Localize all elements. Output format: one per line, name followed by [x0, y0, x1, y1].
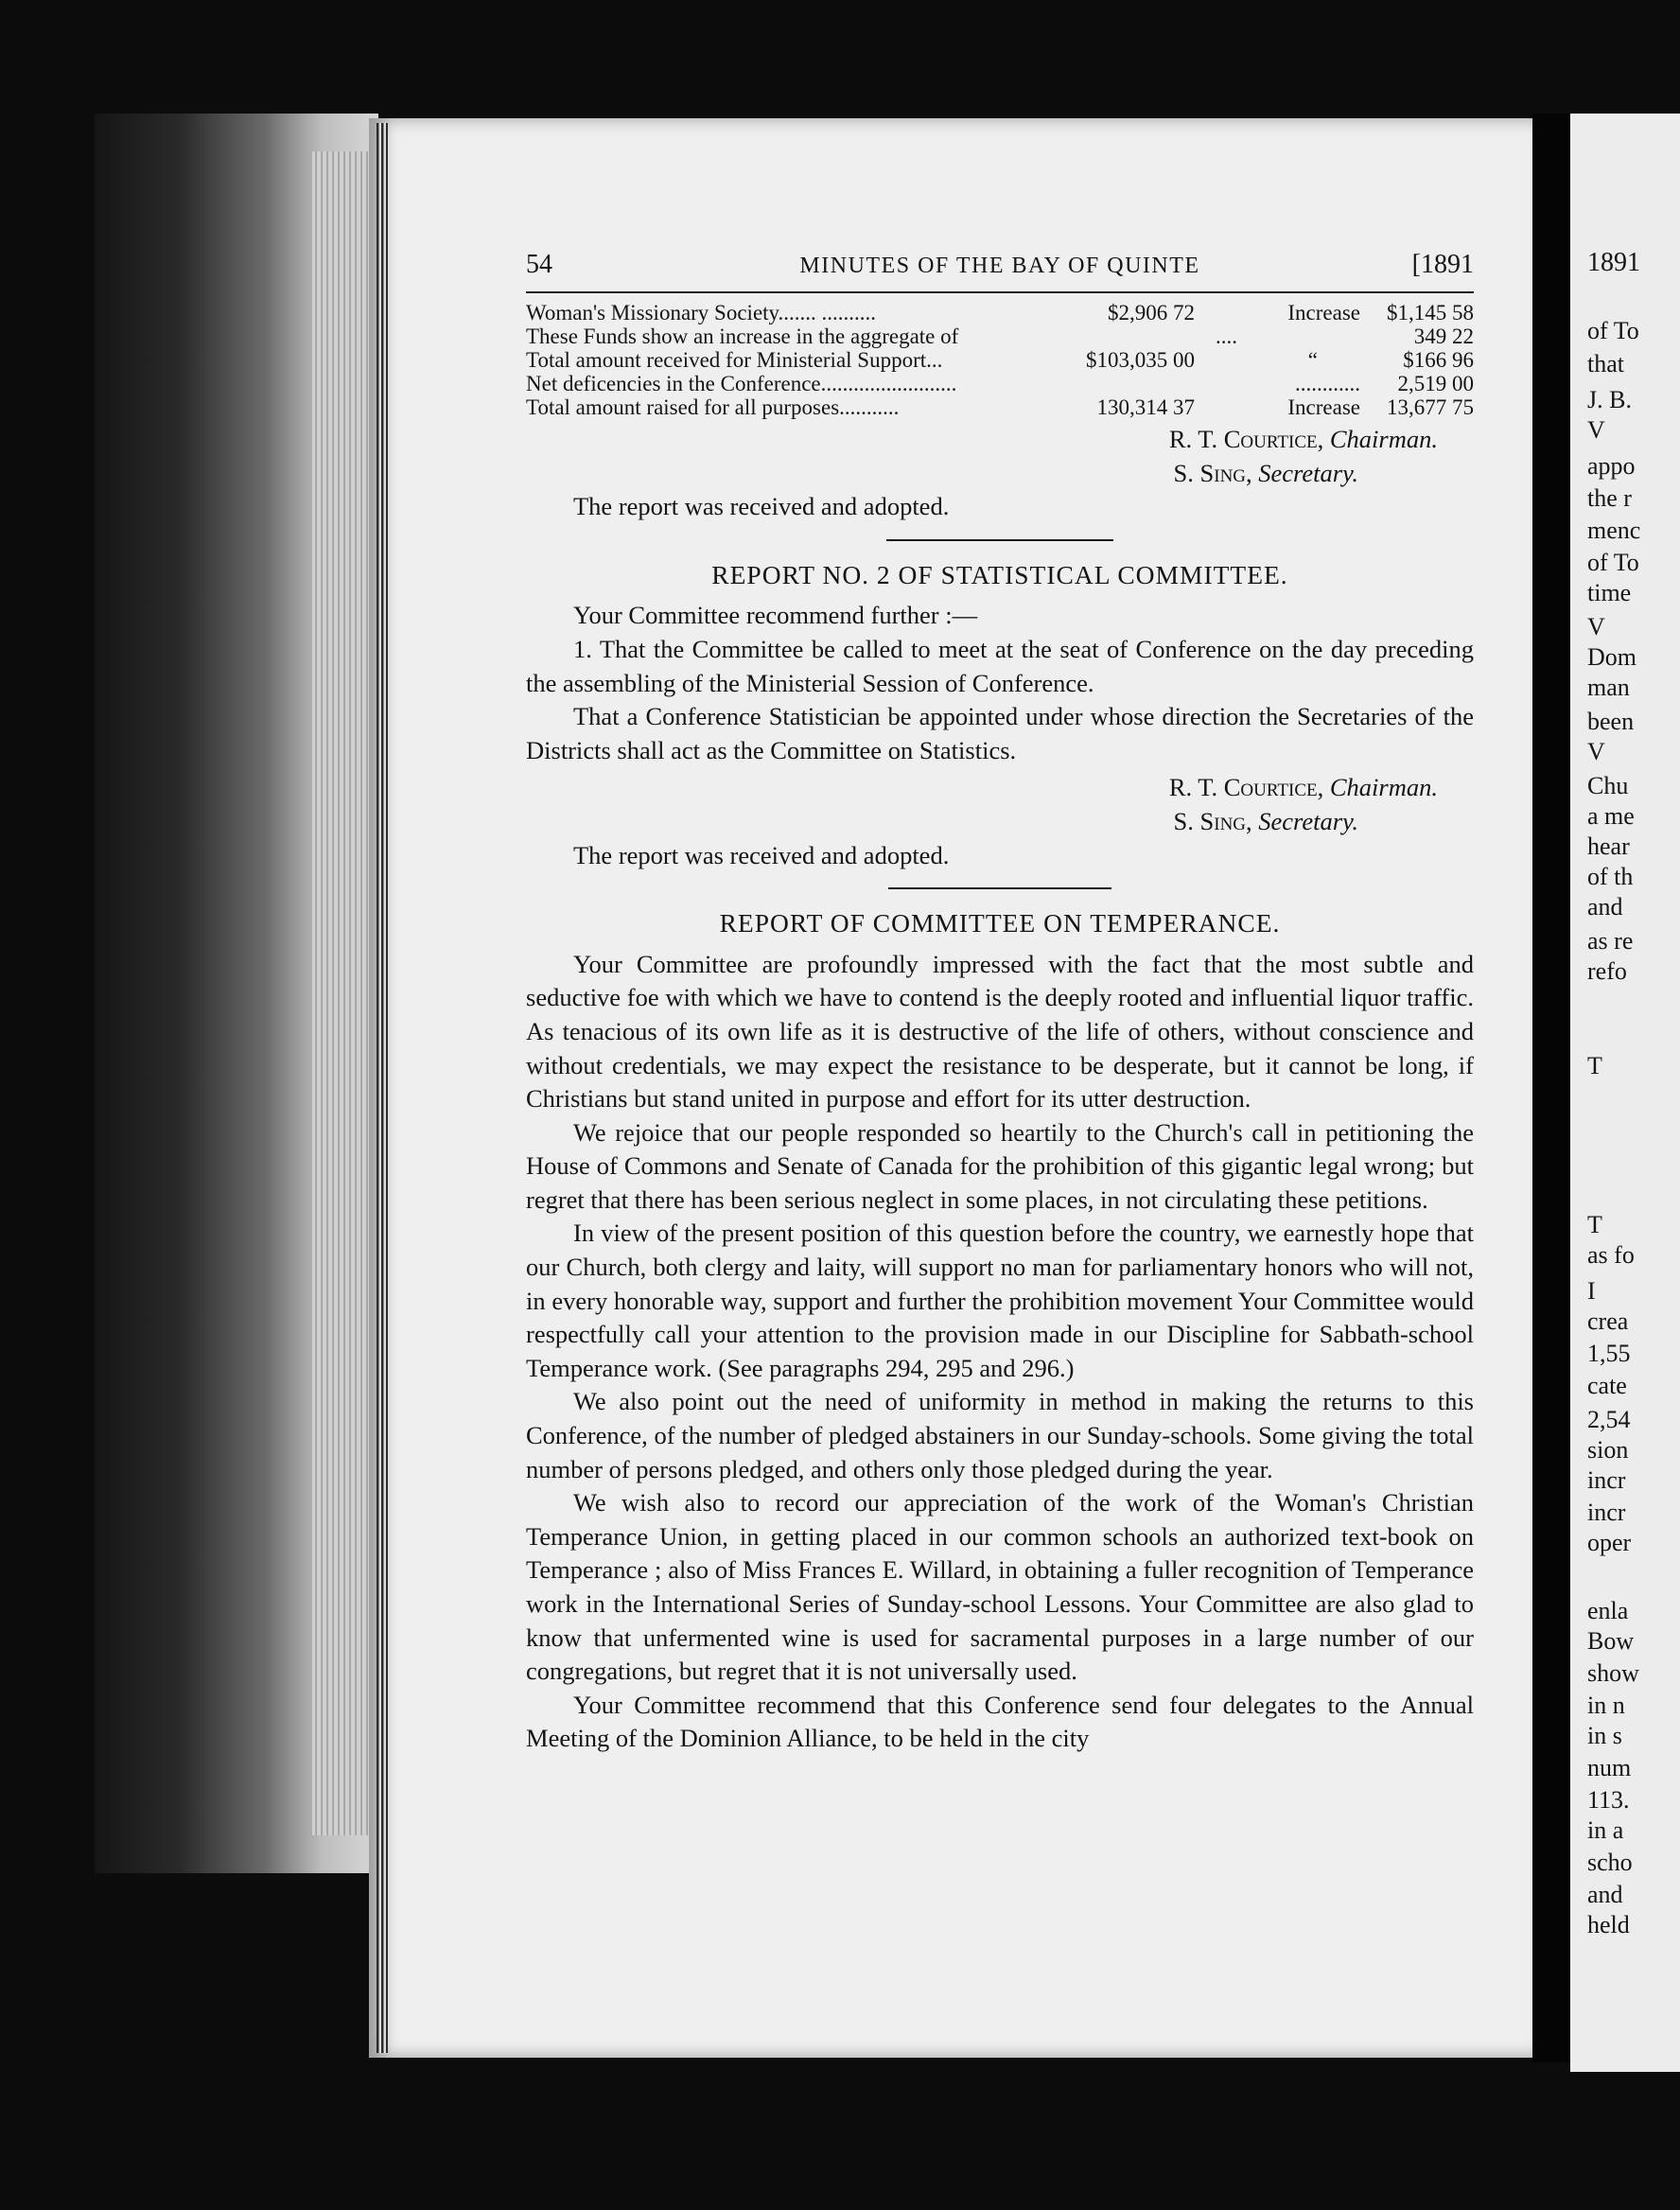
stat-amount: $2,906 72 — [1108, 301, 1195, 324]
stat-label: These Funds show an increase in the aggregate of — [526, 324, 959, 348]
facing-page-text-fragment: 1,55 — [1587, 1340, 1631, 1367]
facing-page-text-fragment: refo — [1587, 957, 1627, 985]
stat-label: Net deficencies in the Conference......................... — [526, 372, 957, 395]
report2-intro: Your Committee recommend further :— — [573, 601, 978, 630]
section-rule — [888, 887, 1111, 889]
stat-delta: $1,145 58 — [1387, 301, 1474, 324]
secretary-name: S. Sing, — [1173, 458, 1252, 487]
facing-page-text-fragment: in n — [1587, 1692, 1625, 1719]
stat-label: Woman's Missionary Society....... .......... — [526, 301, 877, 324]
facing-page-text-fragment: show — [1587, 1659, 1639, 1687]
facing-page-text-fragment: enla — [1587, 1597, 1629, 1624]
stat-delta: 2,519 00 — [1397, 372, 1474, 395]
chairman-name: R. T. Courtice, — [1168, 425, 1324, 453]
temperance-heading: REPORT OF COMMITTEE ON TEMPERANCE. — [719, 908, 1281, 938]
chairman-role: Chairman. — [1329, 773, 1438, 802]
facing-page-text-fragment: appo — [1587, 452, 1636, 480]
report1-adopted: The report was received and adopted. — [573, 492, 950, 521]
facing-page-text-fragment: incr — [1587, 1466, 1626, 1494]
facing-page-text-fragment: V — [1587, 738, 1605, 765]
facing-page-text-fragment: Dom — [1587, 643, 1636, 671]
facing-page-text-fragment: sion — [1587, 1436, 1629, 1464]
report2-chairman-signature — [526, 771, 1474, 805]
stat-note: Increase — [1287, 395, 1360, 419]
facing-page-text-fragment: the r — [1587, 484, 1632, 512]
secretary-role: Secretary. — [1258, 806, 1358, 835]
stat-row — [526, 324, 1474, 348]
facing-page-text-fragment: man — [1587, 674, 1630, 701]
stat-delta: 13,677 75 — [1387, 395, 1474, 419]
report2-adopted: The report was received and adopted. — [573, 840, 950, 869]
facing-page-text-fragment: I — [1587, 1277, 1596, 1305]
stat-row — [526, 395, 1474, 419]
chairman-name: R. T. Courtice, — [1168, 773, 1324, 802]
stat-row — [526, 372, 1474, 395]
head-rule — [526, 291, 1474, 293]
temperance-paragraph: Your Committee are profoundly impressed with the fact that the most subtle and seductive foe with which we have to contend is the deeply rooted and influential liquor traffic. As tenacious of its own life as it is destructive of the life of others, without conscience and without credentials, we may expect the resistance to be desperate, but it cannot be long, if Christians but stand united in purpose and effort for its utter destruction. — [526, 949, 1474, 1114]
facing-page-text-fragment: Bow — [1587, 1627, 1635, 1655]
book-gutter — [1532, 114, 1570, 2062]
facing-page-text-fragment: T — [1587, 1211, 1602, 1238]
facing-page-fragment — [1570, 114, 1680, 2072]
report2-item-1: 1. That the Committee be called to meet at the seat of Conference on the day preceding the assembling of the Ministerial Session of Conference. — [526, 634, 1474, 697]
facing-page-text-fragment: 1891 — [1587, 248, 1640, 277]
facing-page-text-fragment: hear — [1587, 833, 1630, 860]
stat-amount: $103,035 00 — [1086, 348, 1195, 372]
stat-row — [526, 348, 1474, 372]
report1-chairman-signature — [526, 423, 1474, 457]
temperance-paragraph: Your Committee recommend that this Conference send four delegates to the Annual Meeting of the Dominion Alliance, to be held in the city — [526, 1690, 1474, 1753]
running-title: MINUTES OF THE BAY OF QUINTE — [799, 254, 1200, 278]
temperance-paragraph: We rejoice that our people responded so heartily to the Church's call in petitioning the House of Commons and Senate of Canada for the prohibition of this gigantic legal wrong; but regret that there has been serious neglect in some places, in not circulating these petitions. — [526, 1117, 1474, 1214]
running-head — [526, 248, 1474, 286]
page-inner-margin-lines — [376, 123, 388, 2053]
stat-label: Total amount received for Ministerial Support... — [526, 348, 943, 372]
facing-page-text-fragment: in a — [1587, 1816, 1624, 1844]
facing-page-text-fragment: as re — [1587, 927, 1634, 955]
stat-delta: 349 22 — [1413, 324, 1474, 348]
facing-page-text-fragment: and — [1587, 1881, 1623, 1908]
stat-note: Increase — [1287, 301, 1360, 324]
facing-page-text-fragment: 2,54 — [1587, 1406, 1631, 1433]
stat-delta: $166 96 — [1403, 348, 1474, 372]
facing-page-text-fragment: cate — [1587, 1372, 1627, 1399]
facing-page-text-fragment: Chu — [1587, 772, 1629, 799]
facing-page-text-fragment: T — [1587, 1052, 1602, 1079]
facing-page-text-fragment: in s — [1587, 1722, 1622, 1749]
stat-label: Total amount raised for all purposes........... — [526, 395, 900, 419]
running-year: [1891 — [1411, 250, 1474, 279]
facing-page-text-fragment: oper — [1587, 1529, 1632, 1556]
facing-page-text-fragment: of th — [1587, 863, 1634, 890]
stat-amount: .... — [1216, 324, 1237, 348]
facing-page-text-fragment: held — [1587, 1911, 1630, 1938]
facing-page-text-fragment: of To — [1587, 549, 1639, 576]
report1-secretary-signature — [526, 457, 1474, 491]
stats-table — [526, 301, 1474, 419]
facing-page-text-fragment: incr — [1587, 1499, 1626, 1526]
facing-page-text-fragment: scho — [1587, 1849, 1633, 1876]
facing-page-text-fragment: V — [1587, 613, 1605, 640]
page-content — [526, 248, 1474, 1756]
secretary-role: Secretary. — [1258, 458, 1358, 487]
chairman-role: Chairman. — [1329, 425, 1438, 453]
page-number: 54 — [526, 250, 552, 279]
report2-secretary-signature — [526, 805, 1474, 839]
facing-page-text-fragment: been — [1587, 708, 1635, 735]
temperance-paragraph: In view of the present position of this question before the country, we earnestly hope that our Church, both clergy and laity, will support no man for parliamentary honors who will not, in every honorable way, support and further the prohibition movement Your Committee would respectfully call your attention to the provision made in our Discipline for Sabbath-school Temperance work. (See paragraphs 294, 295 and 296.) — [526, 1219, 1474, 1382]
section-rule — [886, 539, 1113, 541]
facing-page-text-fragment: menc — [1587, 517, 1641, 544]
temperance-paragraph: We also point out the need of uniformity in method in making the returns to this Conference, of the number of pledged abstainers in our Sunday-schools. Some giving the total number of persons pledged, and others only those pledged during the year. — [526, 1387, 1474, 1483]
secretary-name: S. Sing, — [1173, 806, 1252, 835]
facing-page-text-fragment: V — [1587, 416, 1605, 444]
stat-row — [526, 301, 1474, 324]
facing-page-text-fragment: time — [1587, 579, 1632, 606]
facing-page-text-fragment: of To — [1587, 317, 1639, 344]
stat-amount: 130,314 37 — [1096, 395, 1195, 419]
facing-page-text-fragment: and — [1587, 893, 1623, 921]
temperance-paragraph: We wish also to record our appreciation of the work of the Woman's Christian Temperance Union, in getting placed in our common schools an authorized text-book on Temperance ; also of Miss Frances E. Willard, in obtaining a fuller recognition of Temperance work in the International Series of Sunday-school Lessons. Your Committee are also glad to know that unfermented wine is used for sacramental purposes in a large number of our congregations, but regret that it is not universally used. — [526, 1488, 1474, 1686]
facing-page-text-fragment: a me — [1587, 802, 1635, 830]
facing-page-text-fragment: J. B. — [1587, 386, 1632, 413]
stat-note: “ — [1307, 348, 1318, 372]
stat-note: ............ — [1295, 372, 1360, 395]
facing-page-text-fragment: num — [1587, 1754, 1632, 1781]
facing-page-text-fragment: that — [1587, 350, 1624, 377]
facing-page-text-fragment: crea — [1587, 1307, 1629, 1335]
report2-item-2: That a Conference Statistician be appointed under whose direction the Secretaries of the Districts shall act as the Committee on Statistics. — [526, 702, 1474, 764]
report2-heading: REPORT NO. 2 OF STATISTICAL COMMITTEE. — [711, 559, 1288, 589]
facing-page-text-fragment: as fo — [1587, 1241, 1635, 1269]
facing-page-text-fragment: 113. — [1587, 1786, 1630, 1814]
